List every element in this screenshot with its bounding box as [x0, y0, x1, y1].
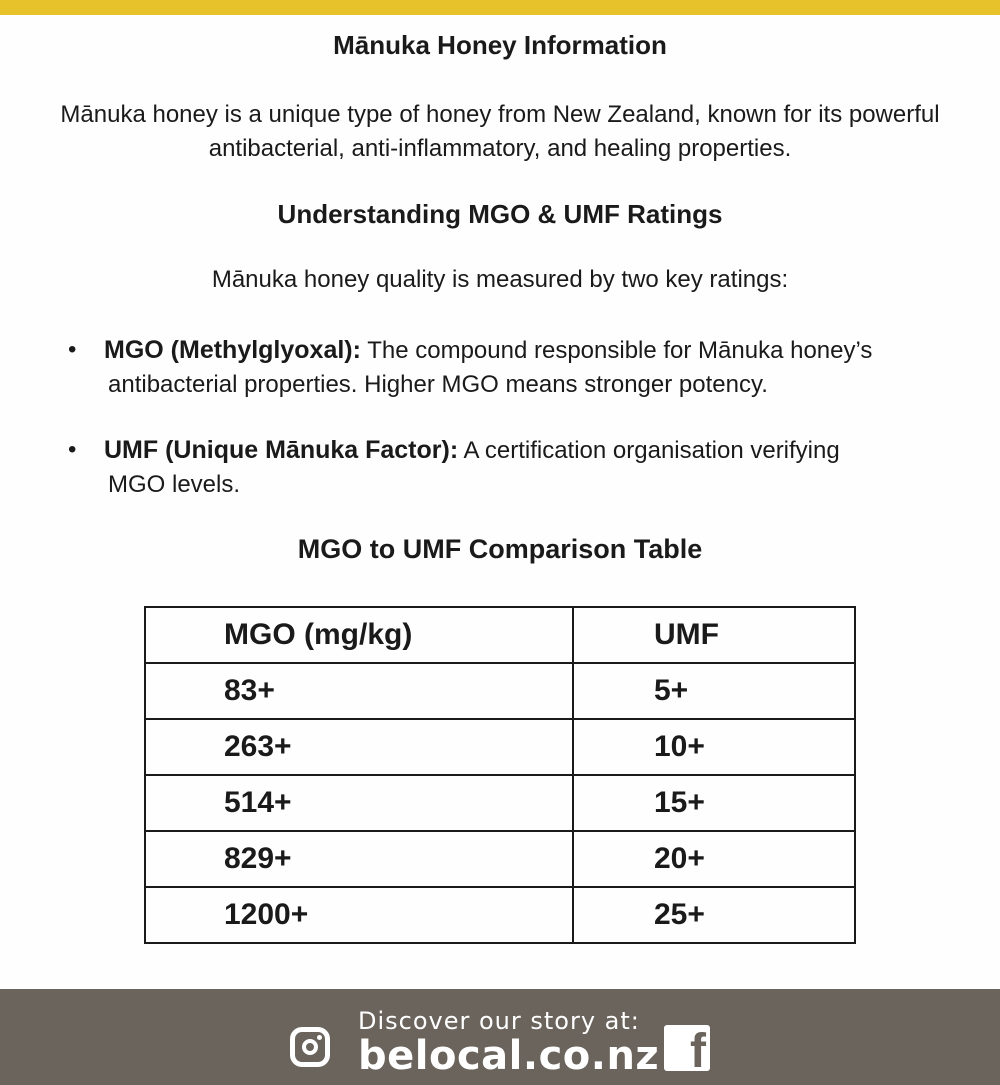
bullet-dot: • — [68, 436, 77, 463]
table-row — [145, 831, 855, 887]
table-row — [145, 887, 855, 943]
bullet-text-cont: MGO levels. — [108, 471, 241, 498]
cell-umf: 20+ — [573, 831, 855, 887]
instagram-icon[interactable] — [290, 1027, 330, 1067]
intro-text: Mānuka honey is a unique type of honey from New Zealand, known for its powerful antibacterial, anti-inflammatory, and healing properties. — [60, 101, 940, 162]
table-row — [145, 663, 855, 719]
cell-mgo: 514+ — [145, 775, 573, 831]
table-header-row — [145, 607, 855, 663]
cell-mgo: 263+ — [145, 719, 573, 775]
comparison-table — [144, 606, 856, 944]
cell-mgo: 1200+ — [145, 887, 573, 943]
bullet-dot: • — [68, 336, 77, 363]
bullet-text: A certification organisation verifying — [458, 437, 840, 464]
discover-text: Discover our story at: — [358, 1007, 640, 1035]
table-row — [145, 775, 855, 831]
cell-umf: 10+ — [573, 719, 855, 775]
facebook-glyph: f — [690, 1025, 706, 1071]
bullet-mgo — [68, 333, 928, 402]
bullet-umf — [68, 433, 928, 502]
cell-umf: 5+ — [573, 663, 855, 719]
cell-mgo: 83+ — [145, 663, 573, 719]
instagram-lens — [302, 1039, 318, 1055]
instagram-flash — [317, 1035, 322, 1040]
cell-umf: 15+ — [573, 775, 855, 831]
bullet-text-cont: antibacterial properties. Higher MGO means stronger potency. — [108, 371, 768, 398]
header-umf: UMF — [573, 607, 855, 663]
header-mgo: MGO (mg/kg) — [145, 607, 573, 663]
bullet-term: UMF (Unique Mānuka Factor): — [104, 436, 459, 464]
top-accent-bar — [0, 0, 1000, 15]
footer — [0, 989, 1000, 1085]
cell-umf: 25+ — [573, 887, 855, 943]
page-title: Mānuka Honey Information — [333, 30, 667, 60]
table-heading: MGO to UMF Comparison Table — [297, 534, 703, 564]
bullet-text: The compound responsible for Mānuka honey’s — [360, 337, 873, 364]
cell-mgo: 829+ — [145, 831, 573, 887]
ratings-heading: Understanding MGO & UMF Ratings — [277, 199, 723, 229]
table-row — [145, 719, 855, 775]
website-link[interactable]: belocal.co.nz — [358, 1033, 660, 1079]
measured-text: Mānuka honey quality is measured by two key ratings: — [211, 266, 789, 293]
bullet-term: MGO (Methylglyoxal): — [104, 336, 361, 364]
facebook-icon[interactable] — [664, 1025, 710, 1071]
